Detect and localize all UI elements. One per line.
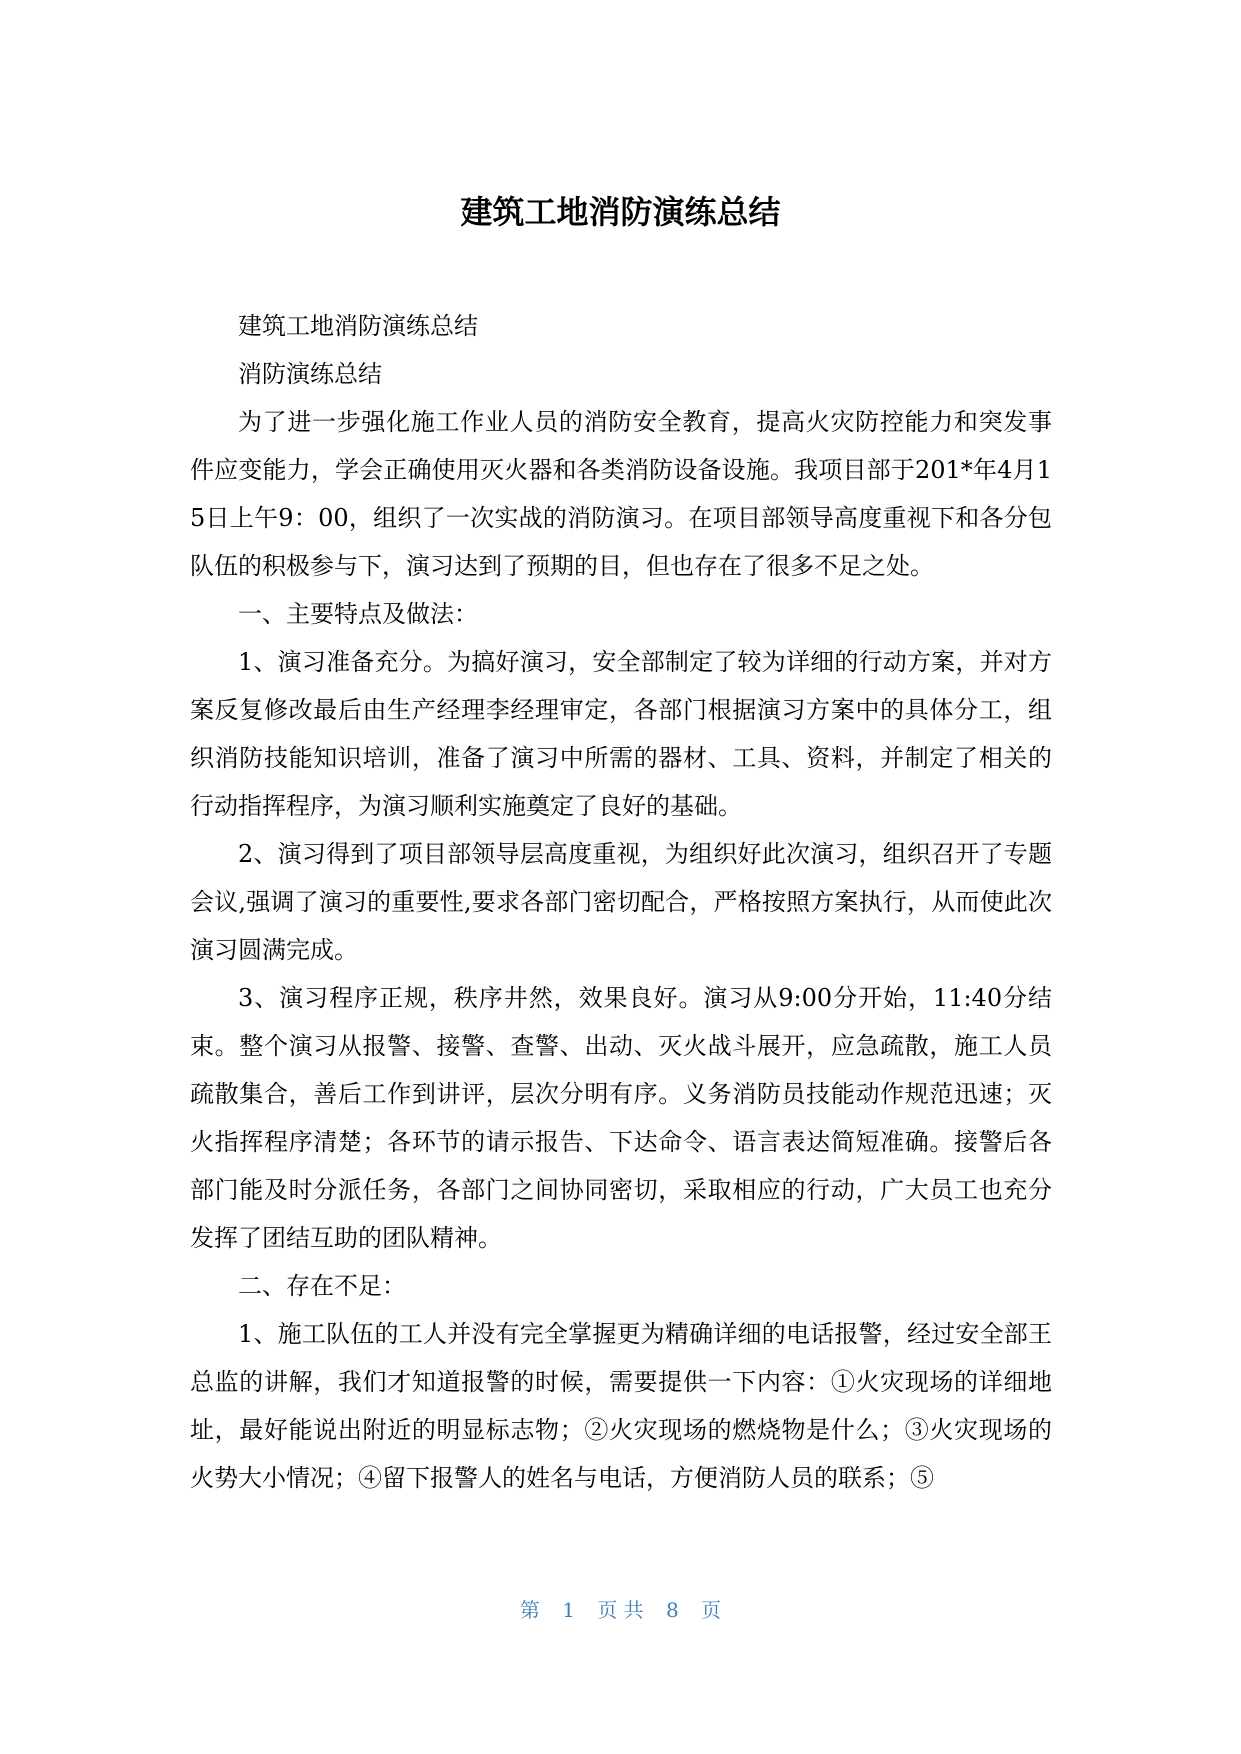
paragraph-intro: 为了进一步强化施工作业人员的消防安全教育，提高火灾防控能力和突发事件应变能力，学会正确使用灭火器和各类消防设备设施。我项目部于201*年4月15日上午9：00，组织了一次实战的消防演习。在项目部领导高度重视下和各分包队伍的积极参与下，演习达到了预期的目，但也存在了很多不足之处。 xyxy=(190,408,1052,580)
footer-page-label: 第 xyxy=(519,1598,540,1622)
document-title: 建筑工地消防演练总结 xyxy=(460,193,781,231)
paragraph-feature-3: 3、演习程序正规，秩序井然，效果良好。演习从9:00分开始，11:40分结束。整个演习从报警、接警、查警、出动、灭火战斗展开，应急疏散，施工人员疏散集合，善后工作到讲评，层次分明有序。义务消防员技能动作规范迅速；灭火指挥程序清楚；各环节的请示报告、下达命令、语言表达简短准确。接警后各部门能及时分派任务，各部门之间协同密切，采取相应的行动，广大员工也充分发挥了团结互助的团队精神。 xyxy=(190,984,1052,1252)
section-heading-shortcomings: 二、存在不足： xyxy=(238,1272,406,1300)
paragraph-subtitle: 建筑工地消防演练总结 xyxy=(238,312,478,340)
footer-current-page: 1 xyxy=(562,1598,575,1622)
paragraph-shortcoming-1: 1、施工队伍的工人并没有完全掌握更为精确详细的电话报警，经过安全部王总监的讲解，我们才知道报警的时候，需要提供一下内容：①火灾现场的详细地址，最好能说出附近的明显标志物；②火灾现场的燃烧物是什么；③火灾现场的火势大小情况；④留下报警人的姓名与电话，方便消防人员的联系；⑤ xyxy=(190,1320,1052,1492)
paragraph-feature-2: 2、演习得到了项目部领导层高度重视，为组织好此次演习，组织召开了专题会议,强调了演习的重要性,要求各部门密切配合，严格按照方案执行，从而使此次演习圆满完成。 xyxy=(190,840,1052,964)
footer-total-pages: 8 xyxy=(666,1598,679,1622)
footer-end-label: 页 xyxy=(701,1598,722,1622)
paragraph-heading: 消防演练总结 xyxy=(238,360,382,388)
document-body xyxy=(190,302,1052,1502)
section-heading-features: 一、主要特点及做法： xyxy=(238,600,478,628)
footer-of-label: 页 共 xyxy=(597,1598,644,1622)
paragraph-feature-1: 1、演习准备充分。为搞好演习，安全部制定了较为详细的行动方案，并对方案反复修改最后由生产经理李经理审定，各部门根据演习方案中的具体分工，组织消防技能知识培训，准备了演习中所需的器材、工具、资料，并制定了相关的行动指挥程序，为演习顺利实施奠定了良好的基础。 xyxy=(190,648,1052,820)
page-footer xyxy=(0,1594,1241,1623)
